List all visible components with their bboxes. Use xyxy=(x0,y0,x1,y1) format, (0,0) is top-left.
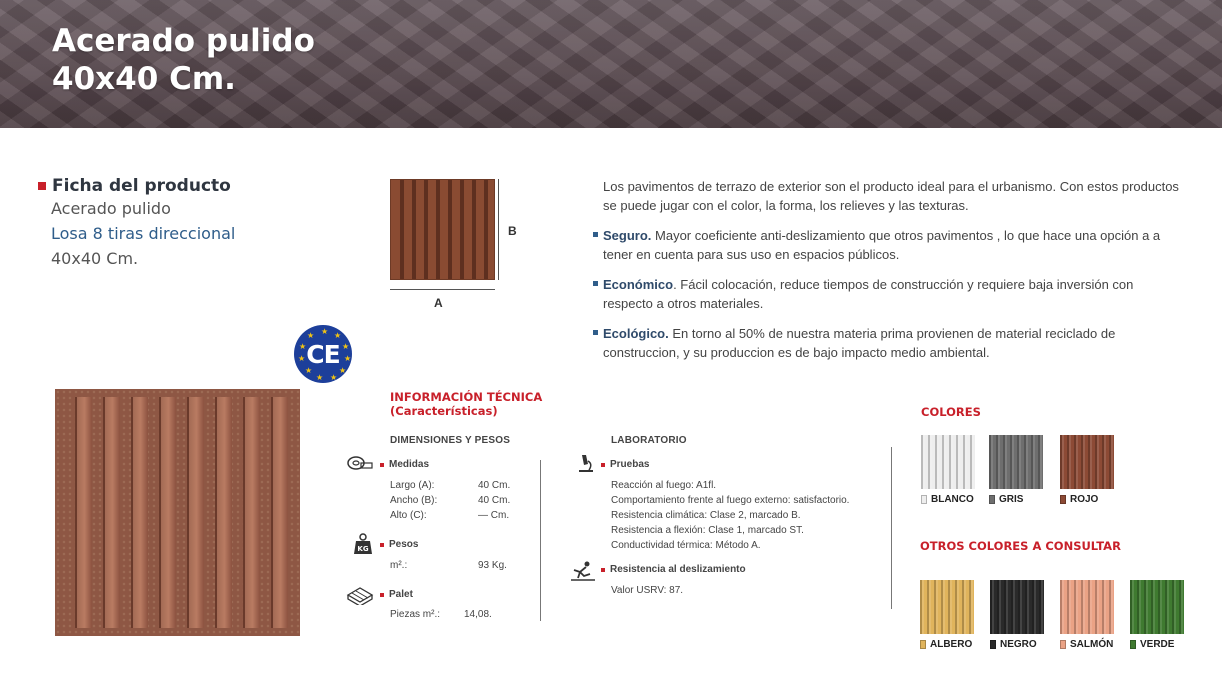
tile-strip xyxy=(215,397,232,628)
dimensions-heading: DIMENSIONES Y PESOS xyxy=(390,435,511,446)
dimension-value: — Cm. xyxy=(478,510,510,521)
dimension-value: 40 Cm. xyxy=(478,480,511,491)
peso-value: 93 Kg. xyxy=(478,560,507,571)
slip-value: Valor USRV: 87. xyxy=(611,585,684,596)
slip-label: Resistencia al deslizamiento xyxy=(610,564,746,575)
color-swatch xyxy=(921,435,975,489)
tile-rib xyxy=(436,180,440,279)
slip-heading xyxy=(601,564,746,575)
hero-title-line1: Acerado pulido xyxy=(52,23,315,59)
tile-rib xyxy=(472,180,476,279)
peso-label: m².: xyxy=(390,560,408,571)
dimension-label: Largo (A): xyxy=(390,480,435,491)
lab-test-flexion: Resistencia a flexión: Clase 1, marcado ST. xyxy=(611,525,804,536)
hero-title-line2: 40x40 Cm. xyxy=(52,61,236,97)
description-item-text: . Fácil colocación, reduce tiempos de construcción y requiere baja inversión con respecto a otros materiales. xyxy=(603,277,1134,311)
description-item-seguro xyxy=(603,226,1183,264)
color-swatch xyxy=(920,580,974,634)
description-item-text: Mayor coeficiente anti-deslizamiento que otros pavimentos , lo que hace una opción a a tener en cuenta para sus uso en espacios públicos. xyxy=(603,228,1161,262)
tile-rib xyxy=(484,180,488,279)
color-swatch-label xyxy=(1060,494,1098,505)
product-sheet-heading xyxy=(38,176,235,196)
dimension-value: 40 Cm. xyxy=(478,495,511,506)
product-description xyxy=(603,177,1183,373)
tile-strip xyxy=(159,397,176,628)
color-name: GRIS xyxy=(999,494,1024,505)
color-chip-icon xyxy=(1060,495,1066,504)
pruebas-heading xyxy=(601,459,649,470)
tile-strip xyxy=(103,397,120,628)
palet-label: Palet xyxy=(389,589,413,600)
dimension-line-a xyxy=(390,289,495,290)
svg-text:KG: KG xyxy=(357,545,369,553)
dimension-label: Alto (C): xyxy=(390,510,427,521)
tape-measure-icon xyxy=(347,455,373,471)
description-item-economico xyxy=(603,275,1183,313)
ce-mark-text: CE xyxy=(306,339,340,369)
tile-rib xyxy=(424,180,428,279)
bullet-dot-icon xyxy=(380,593,384,597)
bullet-dot-icon xyxy=(380,463,384,467)
color-name: NEGRO xyxy=(1000,639,1037,650)
description-intro: Los pavimentos de terrazo de exterior son el producto ideal para el urbanismo. Con estos productos se puede jugar con el color, la forma, los relieves y las texturas. xyxy=(603,179,1179,213)
color-chip-icon xyxy=(990,640,996,649)
tile-rib xyxy=(412,180,416,279)
color-name: ALBERO xyxy=(930,639,973,650)
palet-row xyxy=(390,607,510,622)
lab-test-fire: Reacción al fuego: A1fl. xyxy=(611,480,717,491)
bullet-square-icon xyxy=(38,182,46,190)
tile-rib xyxy=(460,180,464,279)
color-swatch xyxy=(989,435,1043,489)
tile-strip xyxy=(243,397,260,628)
color-swatch-label xyxy=(989,494,1023,505)
product-name: Acerado pulido xyxy=(51,199,171,218)
peso-row xyxy=(390,558,510,573)
dimension-row-alto xyxy=(390,508,510,523)
product-model: Losa 8 tiras direccional xyxy=(51,224,236,243)
color-name: VERDE xyxy=(1140,639,1175,650)
product-sheet xyxy=(38,176,235,271)
tile-photo xyxy=(55,389,300,636)
color-swatch xyxy=(990,580,1044,634)
colors-title: COLORES xyxy=(921,405,981,419)
color-swatch xyxy=(1130,580,1184,634)
medidas-label: Medidas xyxy=(389,459,430,470)
microscope-icon xyxy=(576,453,596,473)
product-size: 40x40 Cm. xyxy=(51,249,139,268)
color-chip-icon xyxy=(920,640,926,649)
color-swatch-label xyxy=(1060,639,1113,650)
tile-strip xyxy=(131,397,148,628)
tile-drawing xyxy=(390,179,495,280)
tech-info-title xyxy=(390,390,542,418)
tech-info-title-line1: INFORMACIÓN TÉCNICA xyxy=(390,390,543,404)
color-swatch-label xyxy=(920,639,972,650)
lab-test-fire-external: Comportamiento frente al fuego externo: satisfactorio. xyxy=(611,495,850,506)
lab-test-climatic: Resistencia climática: Clase 2, marcado B. xyxy=(611,510,801,521)
palet-row-value: 14,08. xyxy=(464,609,492,620)
bullet-dot-icon xyxy=(601,463,605,467)
pesos-heading xyxy=(380,539,418,550)
lab-test-thermal: Conductividad térmica: Método A. xyxy=(611,540,761,551)
color-name: BLANCO xyxy=(931,494,974,505)
dimension-row-ancho xyxy=(390,493,510,508)
pesos-label: Pesos xyxy=(389,539,419,550)
description-item-ecologico xyxy=(603,324,1183,362)
tile-strip xyxy=(187,397,204,628)
ce-mark-logo: ★ ★ ★ ★ ★ ★ ★ ★ ★ ★ ★ CE xyxy=(294,325,352,383)
dimension-label-a: A xyxy=(434,296,443,310)
color-swatch-label xyxy=(990,639,1037,650)
tile-strip xyxy=(75,397,92,628)
palet-row-label: Piezas m².: xyxy=(390,609,441,620)
bullet-dot-icon xyxy=(380,543,384,547)
color-swatch-label xyxy=(921,494,974,505)
weight-icon xyxy=(353,533,373,555)
description-item-bold: Seguro. xyxy=(603,228,652,243)
palet-heading xyxy=(380,589,413,600)
tech-info-title-line2: (Características) xyxy=(390,404,498,418)
hero-banner xyxy=(0,0,1222,128)
product-sheet-title: Ficha del producto xyxy=(52,176,231,196)
other-colors-title: OTROS COLORES A CONSULTAR xyxy=(920,539,1121,553)
medidas-heading xyxy=(380,459,429,470)
color-chip-icon xyxy=(989,495,995,504)
dimension-label: Ancho (B): xyxy=(390,495,438,506)
dimension-line-b xyxy=(498,179,499,280)
description-item-bold: Ecológico. xyxy=(603,326,669,341)
lab-heading: LABORATORIO xyxy=(611,435,687,446)
column-divider xyxy=(540,460,541,621)
tile-rib xyxy=(448,180,452,279)
description-item-text: En torno al 50% de nuestra materia prima provienen de material reciclado de construccion, y su produccion es de bajo impacto medio ambiental. xyxy=(603,326,1116,360)
color-swatch xyxy=(1060,435,1114,489)
color-name: ROJO xyxy=(1070,494,1099,505)
column-divider xyxy=(891,447,892,609)
color-name: SALMÓN xyxy=(1070,639,1114,650)
tile-strip xyxy=(271,397,288,628)
pallet-icon xyxy=(346,585,374,605)
color-chip-icon xyxy=(1130,640,1136,649)
color-swatch-label xyxy=(1130,639,1174,650)
dimension-row-largo xyxy=(390,478,510,493)
color-swatch xyxy=(1060,580,1114,634)
tile-rib xyxy=(400,180,404,279)
slip-icon xyxy=(570,560,596,582)
dimension-label-b: B xyxy=(508,224,517,238)
description-item-bold: Económico xyxy=(603,277,674,292)
bullet-dot-icon xyxy=(601,568,605,572)
hero-title xyxy=(52,22,315,98)
color-chip-icon xyxy=(1060,640,1066,649)
pruebas-label: Pruebas xyxy=(610,459,650,470)
color-chip-icon xyxy=(921,495,927,504)
